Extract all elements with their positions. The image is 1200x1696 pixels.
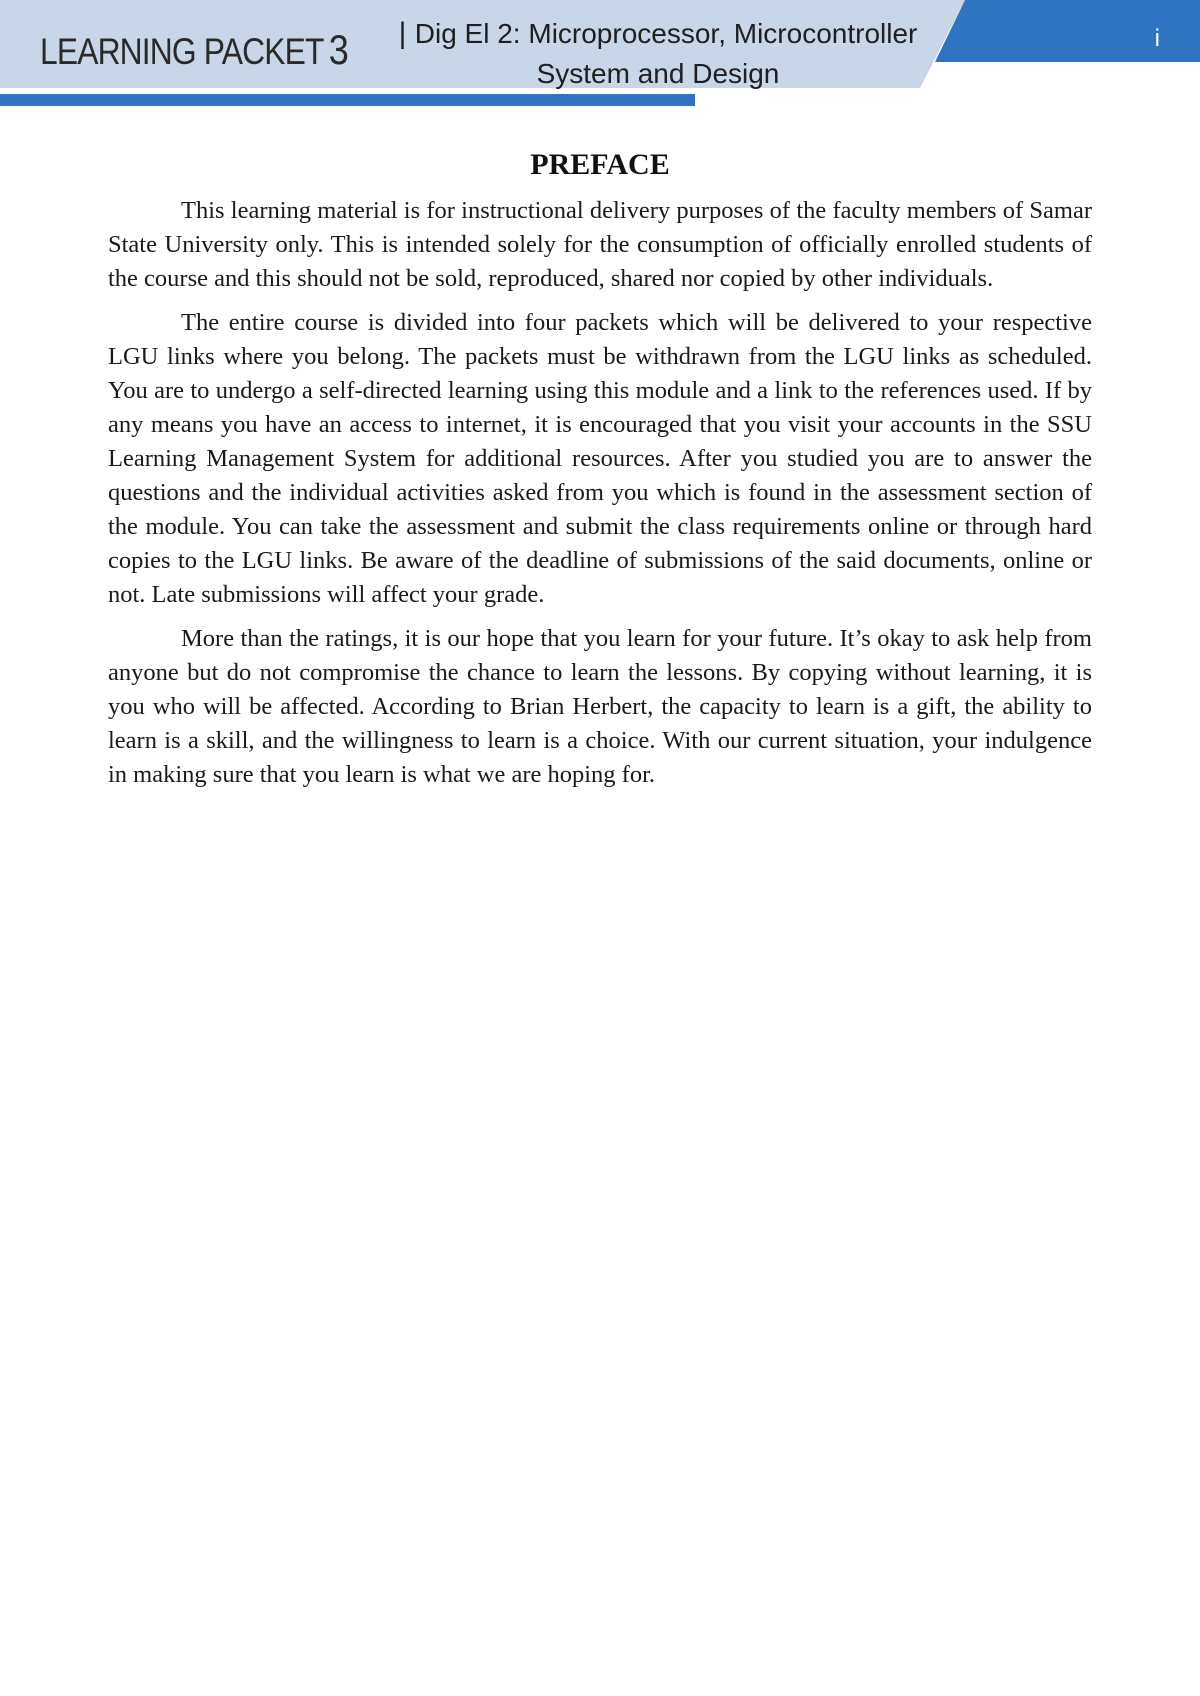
packet-number: 3 — [328, 26, 348, 73]
header-underline — [0, 94, 695, 106]
page-header — [0, 0, 1200, 110]
packet-title — [40, 26, 348, 74]
preface-section — [108, 148, 1092, 802]
course-title-line1-text: Dig El 2: Microprocessor, Microcontroller — [414, 18, 918, 49]
preface-paragraph: More than the ratings, it is our hope that you learn for your future. It’s okay to ask help from anyone but do not compromise the chance to learn the lessons. By copying without learning, it is you who will be affected. According to Brian Herbert, the capacity to learn is a gift, the ability to learn is a skill, and the willingness to learn is a choice. With our current situation, your indulgence in making sure that you learn is what we are hoping for. — [108, 625, 1092, 788]
page-number: i — [1154, 25, 1160, 52]
preface-heading: PREFACE — [530, 148, 670, 181]
course-title — [378, 14, 938, 94]
header-dark-band — [935, 0, 1200, 62]
course-title-line1 — [378, 14, 938, 54]
title-separator: | — [398, 17, 415, 50]
course-title-line2: System and Design — [536, 58, 780, 89]
preface-paragraph: This learning material is for instructional delivery purposes of the faculty members of Samar State University only. This is intended solely for the consumption of officially enrolled students of the course and this should not be sold, reproduced, shared nor copied by other individuals. — [108, 197, 1092, 292]
packet-label: LEARNING PACKET — [40, 31, 324, 72]
preface-paragraph: The entire course is divided into four packets which will be delivered to your respective LGU links where you belong. The packets must be withdrawn from the LGU links as scheduled. You are to undergo a self-directed learning using this module and a link to the references used. If by any means you have an access to internet, it is encouraged that you visit your accounts in the SSU Learning Management System for additional resources. After you studied you are to answer the questions and the individual activities asked from you which is found in the assessment section of the module. You can take the assessment and submit the class requirements online or through hard copies to the LGU links. Be aware of the deadline of submissions of the said documents, online or not. Late submissions will affect your grade. — [108, 309, 1092, 608]
